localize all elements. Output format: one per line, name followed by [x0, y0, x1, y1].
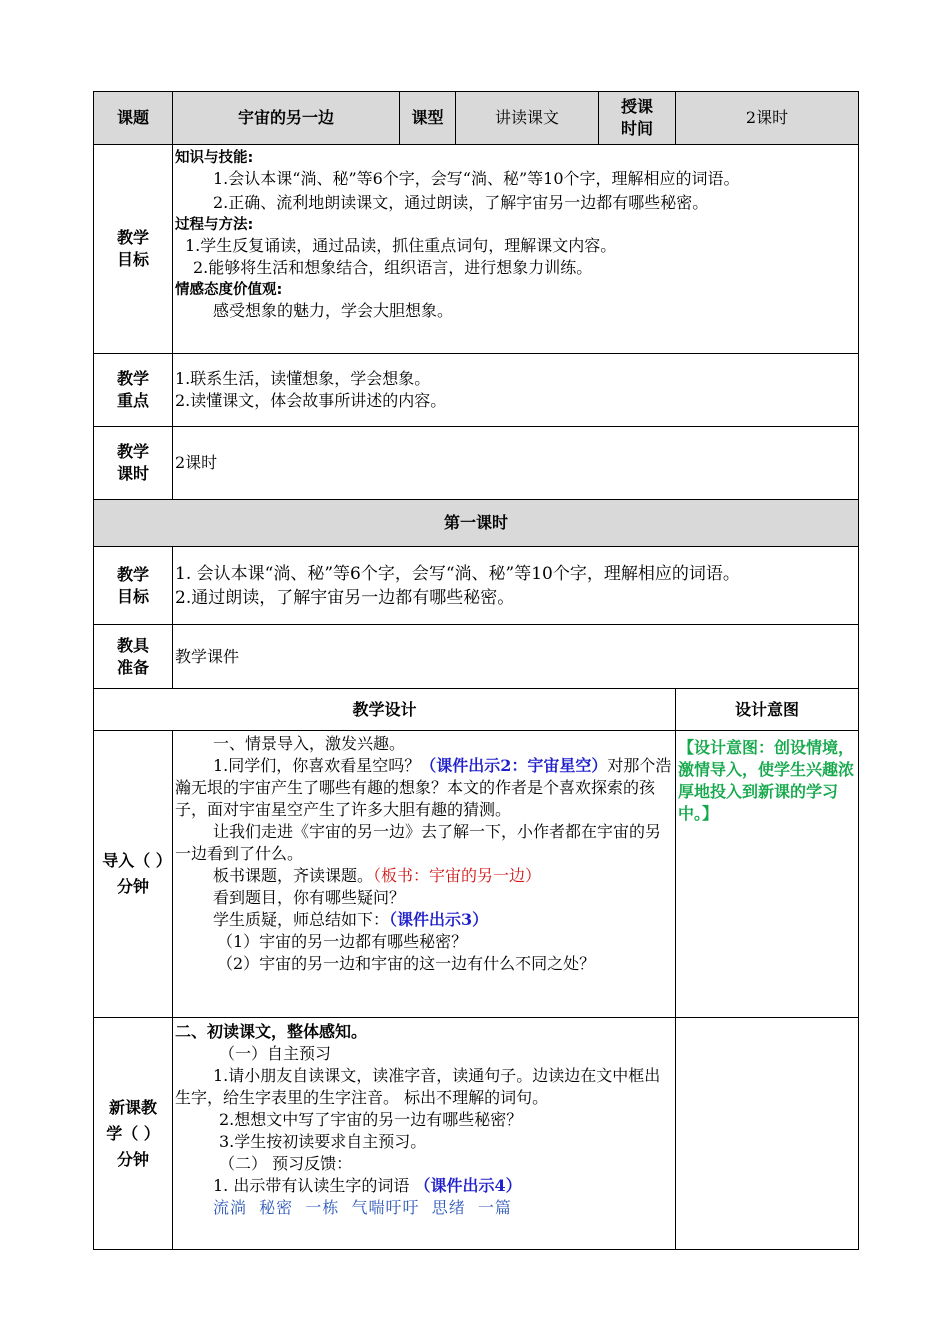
- newlesson-item-4: [175, 1175, 673, 1197]
- newlesson-item-3: 3.学生按初读要求自主预习。: [219, 1132, 427, 1151]
- intro-line-1: 一、情景导入，激发兴趣。: [213, 734, 406, 753]
- newlesson-row: [94, 1018, 859, 1250]
- intro-content: [173, 731, 676, 1018]
- time-label: 授课时间: [599, 92, 676, 145]
- newlesson-courseware-4: （课件出示4）: [414, 1176, 522, 1195]
- newlesson-heading: 二、初读课文，整体感知。: [175, 1022, 368, 1041]
- newlesson-sub-1: （一）自主预习: [219, 1044, 332, 1063]
- hours-value: 2课时: [173, 427, 859, 500]
- knowledge-heading: 知识与技能:: [175, 150, 254, 166]
- newlesson-sub-2: （二） 预习反馈：: [219, 1154, 353, 1173]
- process-item-1: 1.学生反复诵读，通过品读，抓住重点词句，理解课文内容。: [185, 236, 617, 255]
- objectives-content: [173, 145, 859, 354]
- newlesson-item-1: 1.请小朋友自读课文，读准字音，读通句子。边读边在文中框出生字，给生字表里的生字注音。 标出不理解的词句。: [175, 1066, 661, 1107]
- process-item-2: 2.能够将生活和想象结合，组织语言，进行想象力训练。: [193, 258, 593, 277]
- topic-label: 课题: [94, 92, 173, 145]
- emotion-item-1: 感受想象的魅力，学会大胆想象。: [213, 301, 454, 320]
- lesson1-objective-1: 1. 会认本课“淌、秘”等6个字，会写“淌、秘”等10个字，理解相应的词语。: [175, 563, 740, 584]
- design-header-row: [94, 689, 859, 731]
- lesson1-title-row: [94, 500, 859, 547]
- intro-line-6a: 学生质疑，师总结如下：: [213, 910, 390, 929]
- intro-line-3: 让我们走进《宇宙的另一边》去了解一下，小作者都在宇宙的另一边看到了什么。: [175, 822, 662, 863]
- newlesson-item-4a: 1. 出示带有认读生字的词语: [213, 1176, 410, 1195]
- intro-line-2: [175, 755, 673, 821]
- intent-label: 设计意图: [676, 689, 859, 731]
- tools-value: 教学课件: [173, 625, 859, 689]
- objectives-row: [94, 145, 859, 354]
- intro-board-title: （板书：宇宙的另一边）: [373, 866, 542, 885]
- keypoints-label: 教学重点: [94, 354, 173, 427]
- hours-label: 教学课时: [94, 427, 173, 500]
- intro-intent: 【设计意图：创设情境，激情导入，使学生兴趣浓厚地投入到新课的学习中。】: [676, 731, 859, 1018]
- intro-line-2a: 1.同学们，你喜欢看星空吗？: [213, 756, 421, 775]
- intro-line-5: 看到题目，你有哪些疑问？: [213, 888, 406, 907]
- intro-courseware-3: （课件出示3）: [389, 910, 489, 929]
- intro-line-2c: 对那个浩瀚无垠的宇宙产生了哪些有趣的想象？本文的作者是个喜欢探索的孩子，面对宇宙星空产生了许多大胆有趣的猜测。: [175, 756, 672, 819]
- objectives-label: 教学目标: [94, 145, 173, 354]
- lesson1-objectives-content: [173, 547, 859, 625]
- keypoint-1: 1.联系生活，读懂想象，学会想象。: [175, 369, 431, 388]
- newlesson-content: [173, 1018, 676, 1250]
- intro-line-8: （2）宇宙的另一边和宇宙的这一边有什么不同之处？: [217, 954, 596, 973]
- lesson1-objective-2: 2.通过朗读，了解宇宙另一边都有哪些秘密。: [175, 587, 515, 608]
- keypoints-row: [94, 354, 859, 427]
- knowledge-item-2: 2.正确、流利地朗读课文，通过朗读，了解宇宙另一边都有哪些秘密。: [213, 193, 709, 212]
- lesson-plan-table: [93, 91, 859, 1250]
- keypoints-content: [173, 354, 859, 427]
- time-value: 2课时: [676, 92, 859, 145]
- design-label: 教学设计: [94, 689, 676, 731]
- type-label: 课型: [400, 92, 456, 145]
- lesson1-title: 第一课时: [94, 500, 859, 547]
- header-row: [94, 92, 859, 145]
- tools-row: [94, 625, 859, 689]
- intro-courseware-2: （课件出示2：宇宙星空）: [420, 756, 608, 775]
- newlesson-label: 新课教学（ ）分钟: [94, 1018, 173, 1250]
- intro-line-4: [175, 865, 673, 887]
- newlesson-item-2: 2.想想文中写了宇宙的另一边有哪些秘密？: [219, 1110, 523, 1129]
- intro-line-7: （1）宇宙的另一边都有哪些秘密？: [217, 932, 468, 951]
- newlesson-intent: [676, 1018, 859, 1250]
- intro-line-4a: 板书课题，齐读课题。: [213, 866, 374, 885]
- knowledge-item-1: 1.会认本课“淌、秘”等6个字，会写“淌、秘”等10个字，理解相应的词语。: [213, 169, 740, 188]
- intro-label: 导入（ ）分钟: [94, 731, 173, 1018]
- type-value: 讲读课文: [456, 92, 599, 145]
- hours-row: [94, 427, 859, 500]
- emotion-heading: 情感态度价值观:: [175, 282, 283, 298]
- intro-line-6: [175, 909, 673, 931]
- topic-value: 宇宙的另一边: [173, 92, 400, 145]
- process-heading: 过程与方法:: [175, 217, 254, 233]
- keypoint-2: 2.读懂课文，体会故事所讲述的内容。: [175, 391, 447, 410]
- intro-row: [94, 731, 859, 1018]
- lesson1-objectives-label: 教学目标: [94, 547, 173, 625]
- tools-label: 教具准备: [94, 625, 173, 689]
- newlesson-word-list: 流淌 秘密 一栋 气喘吁吁 思绪 一篇: [213, 1198, 512, 1217]
- lesson1-objectives-row: [94, 547, 859, 625]
